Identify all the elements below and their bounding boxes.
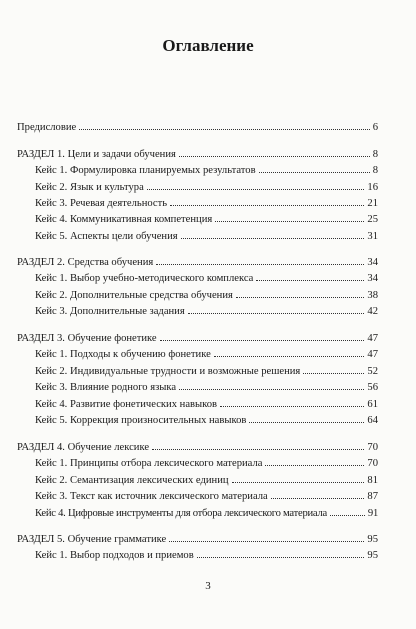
dot-leader	[156, 264, 364, 265]
toc-case[interactable]	[35, 490, 378, 503]
toc-entry-page: 47	[367, 349, 378, 360]
toc-entry-label: Кейс 1. Выбор учебно-методического комплекса	[35, 273, 254, 284]
toc-section-4[interactable]	[17, 441, 378, 454]
toc-entry-label: Кейс 3. Дополнительные задания	[35, 306, 185, 317]
dot-leader	[259, 172, 370, 173]
toc-entry-page: 25	[367, 214, 378, 225]
toc-section-3[interactable]	[17, 332, 378, 345]
toc-entry-page: 34	[367, 257, 378, 268]
toc-case[interactable]	[35, 213, 378, 226]
dot-leader	[179, 156, 370, 157]
page-title: Оглавление	[162, 36, 254, 55]
dot-leader	[188, 313, 365, 314]
toc-case[interactable]	[35, 305, 378, 318]
toc-entry-label: Кейс 4. Коммуникативная компетенция	[35, 214, 213, 225]
toc-entry-page: 34	[367, 273, 378, 284]
toc-entry-page: 16	[367, 182, 378, 193]
toc-entry-page: 42	[367, 306, 378, 317]
toc-entry-page: 64	[367, 415, 378, 426]
toc-entry-page: 81	[367, 475, 378, 486]
dot-leader	[271, 498, 365, 499]
toc-entry-page: 95	[367, 550, 378, 561]
dot-leader	[181, 238, 365, 239]
dot-leader	[330, 515, 365, 516]
toc-case[interactable]	[35, 197, 378, 210]
toc-case[interactable]	[35, 398, 378, 411]
dot-leader	[214, 356, 365, 357]
toc-entry-page: 6	[372, 122, 378, 133]
toc-entry-label: Кейс 4. Развитие фонетических навыков	[35, 399, 218, 410]
dot-leader	[197, 557, 365, 558]
toc-entry-page: 8	[372, 165, 378, 176]
toc-entry-label: Кейс 2. Дополнительные средства обучения	[35, 290, 233, 301]
toc-entry-label: Кейс 2. Семантизация лексических единиц	[35, 475, 229, 486]
toc-case[interactable]	[35, 348, 378, 361]
toc-entry-label: Кейс 1. Выбор подходов и приемов	[35, 550, 194, 561]
toc-case[interactable]	[35, 181, 378, 194]
dot-leader	[170, 205, 364, 206]
toc-entry-label: Кейс 1. Подходы к обучению фонетике	[35, 349, 211, 360]
toc-case[interactable]	[35, 474, 378, 487]
dot-leader	[179, 389, 364, 390]
toc-entry-page: 61	[367, 399, 378, 410]
toc-case[interactable]	[35, 549, 378, 562]
toc-entry-label: РАЗДЕЛ 1. Цели и задачи обучения	[17, 149, 176, 160]
toc-entry-page: 21	[367, 198, 378, 209]
toc-case[interactable]	[35, 272, 378, 285]
toc-entry-label: РАЗДЕЛ 3. Обучение фонетике	[17, 333, 157, 344]
toc-entry-label: Кейс 3. Речевая деятельность	[35, 198, 168, 209]
toc-entry-page: 8	[372, 149, 378, 160]
toc-entry-label: Кейс 5. Коррекция произносительных навыков	[35, 415, 247, 426]
toc-case[interactable]	[35, 365, 378, 378]
dot-leader	[236, 297, 365, 298]
toc-case[interactable]	[35, 381, 378, 394]
toc-case[interactable]	[35, 507, 378, 520]
toc-entry-label: Предисловие	[17, 122, 77, 133]
dot-leader	[256, 280, 364, 281]
toc-section-1[interactable]	[17, 148, 378, 161]
toc-entry-label: Кейс 2. Язык и культура	[35, 182, 144, 193]
toc-entry-label: Кейс 2. Индивидуальные трудности и возможные решения	[35, 366, 301, 377]
toc-entry-label: Кейс 3. Текст как источник лексического материала	[35, 491, 268, 502]
toc-entry-page: 47	[367, 333, 378, 344]
toc-section-2[interactable]	[17, 256, 378, 269]
toc-case[interactable]	[35, 457, 378, 470]
toc-case[interactable]	[35, 414, 378, 427]
dot-leader	[79, 129, 369, 130]
toc-entry-page: 87	[367, 491, 378, 502]
dot-leader	[220, 406, 364, 407]
dot-leader	[215, 221, 364, 222]
dot-leader	[160, 340, 365, 341]
toc-entry-label: Кейс 3. Влияние родного языка	[35, 382, 177, 393]
toc-entry-page: 70	[367, 442, 378, 453]
toc-entry-page: 56	[367, 382, 378, 393]
toc-entry-page: 95	[367, 534, 378, 545]
dot-leader	[303, 373, 364, 374]
dot-leader	[265, 465, 364, 466]
dot-leader	[249, 422, 364, 423]
toc-entry-page: 31	[367, 231, 378, 242]
toc-entry-label: Кейс 1. Принципы отбора лексического материала	[35, 458, 263, 469]
page-number: 3	[205, 580, 211, 592]
toc-entry-label: РАЗДЕЛ 5. Обучение грамматике	[17, 534, 167, 545]
toc-section-5[interactable]	[17, 533, 378, 546]
dot-leader	[147, 189, 365, 190]
toc-case[interactable]	[35, 230, 378, 243]
toc-case[interactable]	[35, 289, 378, 302]
toc-entry-page: 52	[367, 366, 378, 377]
toc-entry-label: Кейс 5. Аспекты цели обучения	[35, 231, 178, 242]
toc-entry-label: РАЗДЕЛ 2. Средства обучения	[17, 257, 154, 268]
dot-leader	[232, 482, 365, 483]
toc-entry-label: Кейс 4. Цифровые инструменты для отбора лексического материала	[35, 508, 327, 519]
toc-case[interactable]	[35, 164, 378, 177]
toc-entry-page: 70	[367, 458, 378, 469]
dot-leader	[152, 449, 364, 450]
toc-entry-label: Кейс 1. Формулировка планируемых результатов	[35, 165, 256, 176]
toc-entry-page: 91	[367, 508, 378, 519]
toc-entry-label: РАЗДЕЛ 4. Обучение лексике	[17, 442, 150, 453]
toc-entry-page: 38	[367, 290, 378, 301]
toc-entry-preface[interactable]	[17, 121, 378, 134]
dot-leader	[169, 541, 364, 542]
